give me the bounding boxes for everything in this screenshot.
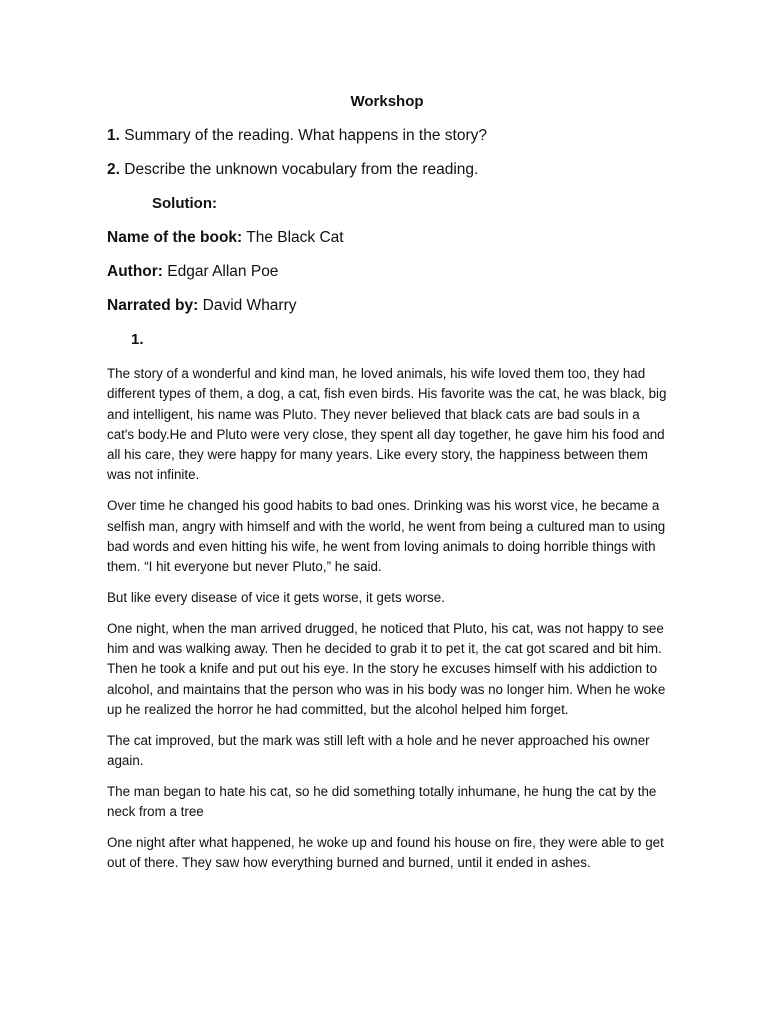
paragraph-1: The story of a wonderful and kind man, he loved animals, his wife loved them too, they had different types of them, a dog, a cat, fish even birds. His favorite was the cat, he was black, big and intelligent, his name was Pluto. They never believed that black cats are bad souls in a cat's body.He and Pluto were very close, they spent all day together, he gave him his food and all his care, they were happy for many years. Like every story, the happiness between them was not infinite. [107, 366, 667, 483]
book-name-line [107, 228, 667, 248]
author-line [107, 262, 667, 282]
solution-heading: Solution: [152, 195, 217, 212]
paragraph-3: But like every disease of vice it gets worse, it gets worse. [107, 589, 445, 605]
paragraph-2: Over time he changed his good habits to bad ones. Drinking was his worst vice, he became a selfish man, angry with himself and with the world, he went from being a cultured man to using bad words and even hitting his wife, he went from loving animals to doing horrible things with them. “I hit everyone but never Pluto,” he said. [107, 498, 666, 575]
section-number: 1. [131, 331, 144, 348]
narrator-value: David Wharry [202, 297, 297, 314]
author-value: Edgar Allan Poe [167, 263, 279, 280]
question-2 [107, 160, 667, 180]
question-1-number: 1. [107, 127, 120, 144]
narrator-label: Narrated by: [107, 297, 199, 314]
paragraph-6: The man began to hate his cat, so he did something totally inhumane, he hung the cat by the neck from a tree [107, 783, 657, 820]
paragraph-5: The cat improved, but the mark was still left with a hole and he never approached his owner again. [107, 732, 650, 769]
book-name-value: The Black Cat [246, 229, 344, 246]
question-1-text: Summary of the reading. What happens in the story? [124, 127, 487, 144]
book-name-label: Name of the book: [107, 229, 243, 246]
question-2-number: 2. [107, 161, 120, 178]
question-2-text: Describe the unknown vocabulary from the reading. [124, 161, 479, 178]
document-title: Workshop [350, 93, 424, 110]
paragraph-7: One night after what happened, he woke up and found his house on fire, they were able to get out of there. They saw how everything burned and burned, until it ended in ashes. [107, 834, 664, 871]
author-label: Author: [107, 263, 163, 280]
document-body [107, 92, 667, 884]
question-1 [107, 126, 667, 146]
narrator-line [107, 296, 667, 316]
paragraph-4: One night, when the man arrived drugged, he noticed that Pluto, his cat, was not happy to see him and was walking away. Then he decided to grab it to pet it, the cat got scared and bit him. Then he took a knife and put out his eye. In the story he excuses himself with his addiction to alcohol, and maintains that the person who was in his body was no longer him. When he woke up he realized the horror he had committed, but the alcohol helped him forget. [107, 620, 666, 717]
